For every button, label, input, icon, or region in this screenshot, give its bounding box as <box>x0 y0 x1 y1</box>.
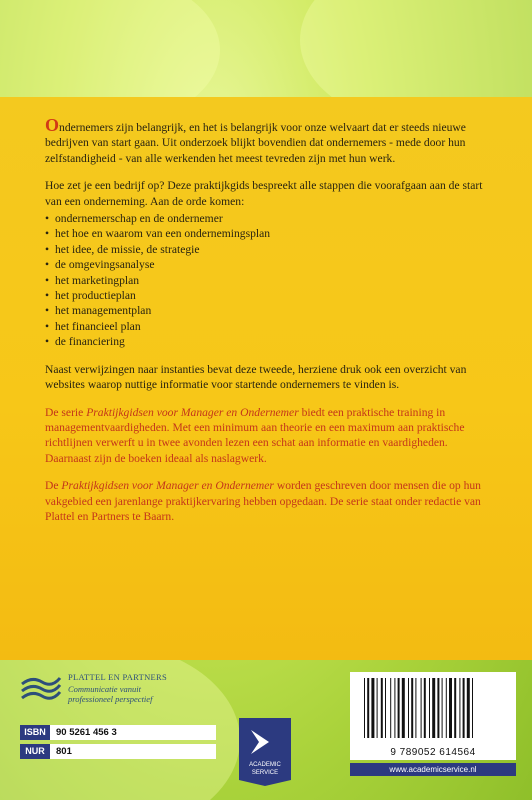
background-leaf <box>0 640 240 800</box>
topics-intro: Hoe zet je een bedrijf op? Deze praktijkgids bespreekt alle stappen die voorafgaan aan de start van een onderneming. Aan de orde komen: <box>45 179 483 208</box>
publisher-line-2: SERVICE <box>251 770 279 776</box>
intro-paragraph <box>45 115 485 166</box>
barcode-bars <box>350 676 516 750</box>
barcode-bar <box>402 678 405 738</box>
nur-value: 801 <box>50 744 216 759</box>
authors-paragraph <box>45 478 485 524</box>
list-item: • de financiering <box>45 334 485 349</box>
barcode-bar <box>408 678 409 738</box>
barcode-bar <box>424 678 426 738</box>
barcode-number: 9 789052 614564 <box>390 747 476 758</box>
publisher-arrow-icon <box>235 716 295 786</box>
barcode-bar <box>415 678 416 738</box>
academic-service-logo <box>235 716 295 786</box>
list-item: • het financieel plan <box>45 319 485 334</box>
nur-row <box>20 744 216 759</box>
plattel-wave-icon <box>20 674 62 706</box>
dropcap-letter: O <box>45 115 60 135</box>
tagline-line: Communicatie vanuit <box>68 684 141 694</box>
barcode-bar <box>385 678 386 738</box>
series-title: Praktijkgidsen voor Manager en Ondernemer <box>86 405 299 419</box>
publisher-line-1: ACADEMIC <box>249 762 281 768</box>
list-item: • het hoe en waarom van een ondernemingsplan <box>45 226 485 241</box>
plattel-logo <box>20 672 250 712</box>
intro-text: ndernemers zijn belangrijk, en het is belangrijk voor onze welvaart dat er steeds nieuwe bedrijven van start gaan. Uit onderzoek blijkt bovendien dat ondernemers - mede door hun zelfstandigheid - van alle werkenden het meest tevreden zijn met hun werk. <box>45 121 466 165</box>
authors-text: worden geschreven door mensen die op hun vakgebied een jarenlange praktijkervaring hebben opgedaan. De serie staat onder redactie van Plattel en Partners te Baarn. <box>45 479 481 523</box>
barcode-bar <box>364 678 365 738</box>
plattel-tagline <box>68 684 152 704</box>
barcode-bar <box>442 678 443 738</box>
barcode-bar <box>429 678 430 738</box>
list-item: • ondernemerschap en de ondernemer <box>45 211 485 226</box>
barcode-bar <box>398 678 400 738</box>
series-paragraph <box>45 405 485 467</box>
websites-paragraph: Naast verwijzingen naar instanties bevat deze tweede, herziene druk ook een overzicht van websites waarop nuttige informatie voor startende ondernemers te vinden is. <box>45 362 467 392</box>
barcode-bar <box>472 678 473 738</box>
list-item: • het marketingplan <box>45 273 485 288</box>
barcode-bar <box>454 678 456 738</box>
list-item: • de omgevingsanalyse <box>45 257 485 272</box>
list-item: • het productieplan <box>45 288 485 303</box>
blurb <box>45 115 485 536</box>
barcode-bar <box>459 678 460 738</box>
website-url: www.academicservice.nl <box>350 763 516 776</box>
barcode-bar <box>394 678 395 738</box>
plattel-name: PLATTEL EN PARTNERS <box>68 672 168 682</box>
barcode-bar <box>449 678 452 738</box>
series-text: biedt een praktische training in managementvaardigheden. Met een minimum aan theorie en een maximum aan praktische richtlijnen verwerft u in twee avonden lezen een schat aan informatie en vaardigheden. Daarnaast zijn de boeken ideaal als naslagwerk. <box>45 405 465 465</box>
topics-list <box>45 211 485 350</box>
authors-prefix: De <box>45 479 62 493</box>
barcode-bar <box>411 678 413 738</box>
barcode-bar <box>381 678 383 738</box>
barcode-bar <box>367 678 369 738</box>
isbn-row <box>20 725 216 740</box>
isbn-value: 90 5261 456 3 <box>50 725 216 740</box>
barcode <box>350 672 516 760</box>
barcode-bar <box>371 678 374 738</box>
series-prefix: De serie <box>45 405 87 419</box>
tagline-line: professioneel perspectief <box>68 694 153 704</box>
barcode-bar <box>446 678 447 738</box>
barcode-bar <box>467 678 470 738</box>
barcode-bar <box>421 678 422 738</box>
list-item: • het idee, de missie, de strategie <box>45 242 485 257</box>
barcode-bar <box>437 678 439 738</box>
list-item: • het managementplan <box>45 303 485 318</box>
barcode-bar <box>432 678 435 738</box>
isbn-block <box>20 725 216 763</box>
barcode-bar <box>390 678 391 738</box>
series-title: Praktijkgidsen voor Manager en Ondernemer <box>61 479 274 493</box>
barcode-bar <box>463 678 465 738</box>
nur-label: NUR <box>20 744 50 759</box>
barcode-bar <box>377 678 378 738</box>
isbn-label: ISBN <box>20 725 50 740</box>
